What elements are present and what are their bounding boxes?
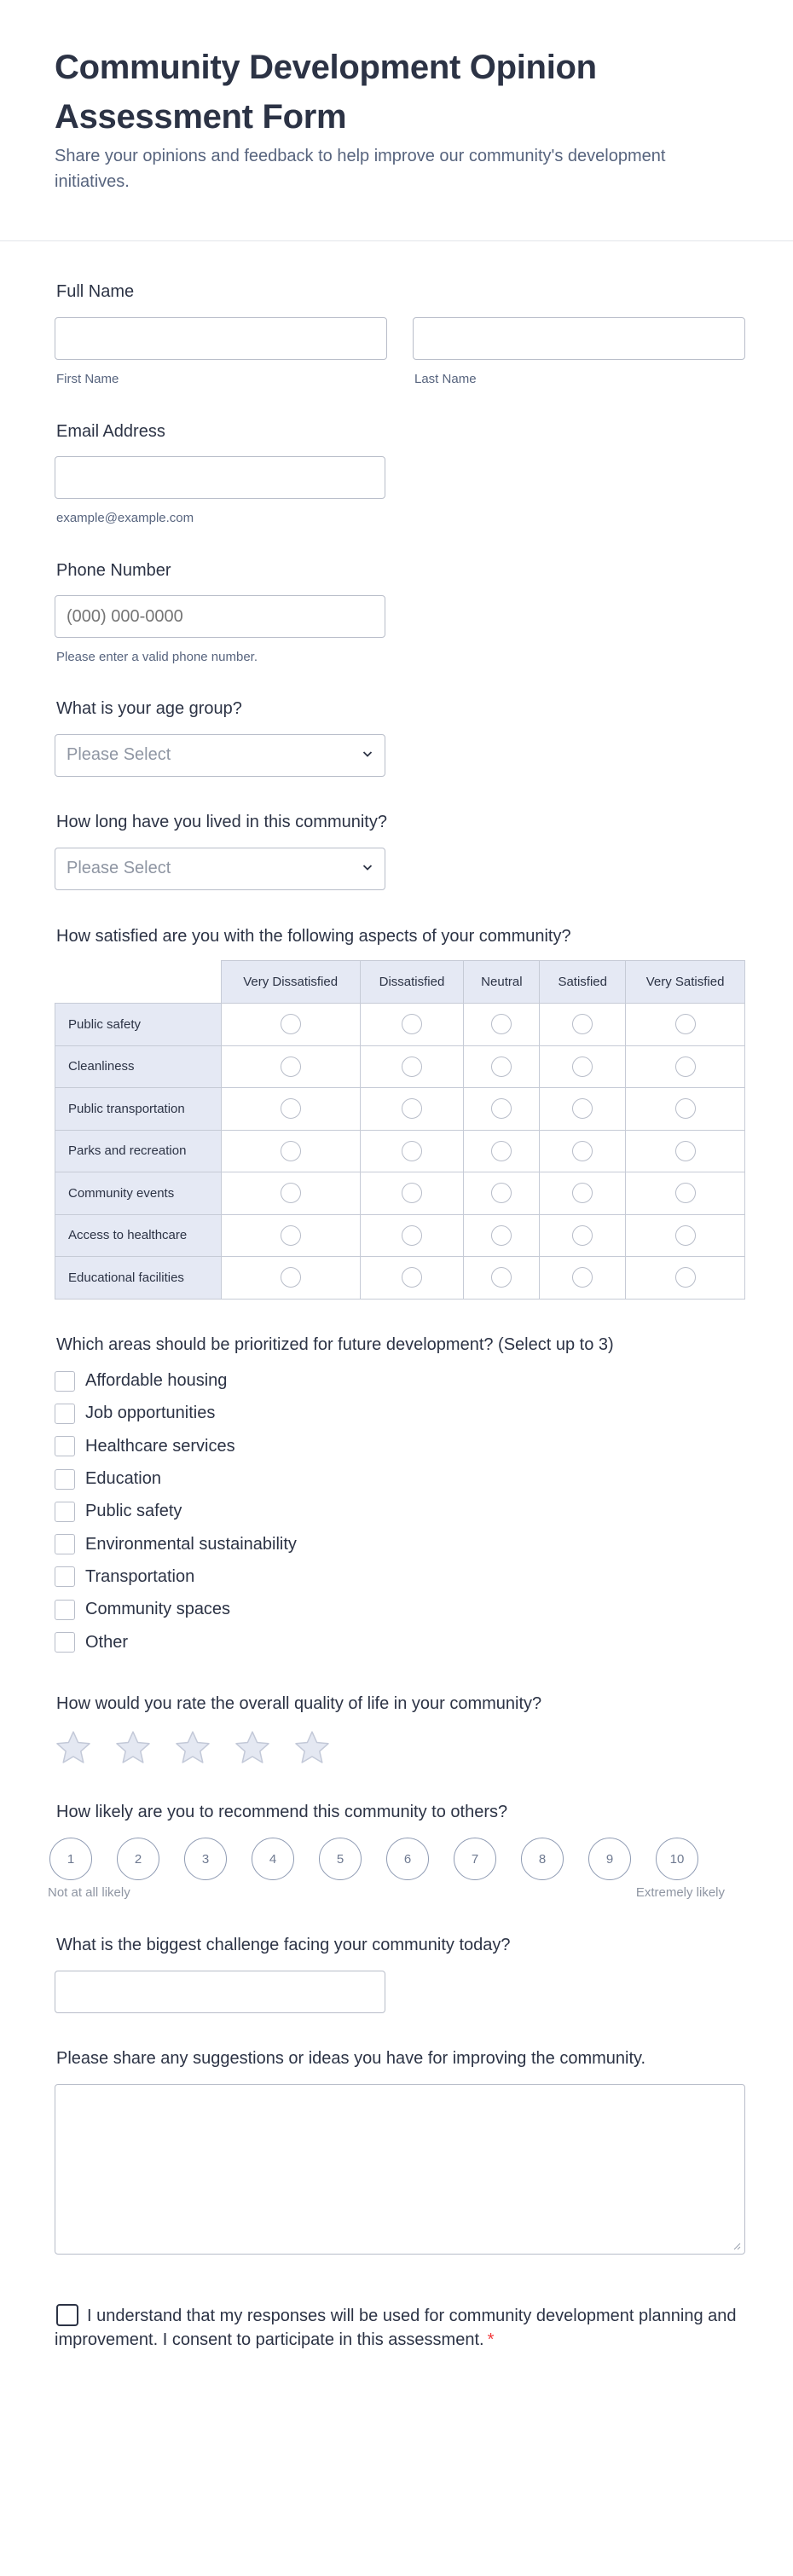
quality-rating-label: How would you rate the overall quality of life in your community? [56,1694,542,1714]
matrix-radio[interactable] [281,1267,301,1288]
checkbox[interactable] [55,1469,75,1490]
satisfaction-matrix [55,960,745,1300]
recommend-field [48,1803,738,1901]
priority-option-label: Community spaces [85,1600,231,1619]
residency-select[interactable] [55,848,385,890]
matrix-row [55,1257,745,1300]
first-name-input[interactable] [55,317,387,360]
scale-labels [48,1885,725,1900]
quality-rating-field [55,1694,738,1767]
matrix-radio[interactable] [402,1014,422,1034]
matrix-radio[interactable] [572,1225,593,1246]
email-label: Email Address [56,422,165,441]
residency-label: How long have you lived in this community? [56,813,387,831]
resize-handle-icon[interactable] [732,2242,741,2250]
matrix-row-label: Educational facilities [55,1257,222,1300]
star-icon[interactable] [55,1729,92,1767]
chevron-down-icon [362,862,373,872]
priority-option[interactable] [55,1626,738,1658]
priorities-label: Which areas should be prioritized for future development? (Select up to 3) [56,1334,614,1354]
scale-option[interactable]: 1 [49,1838,92,1880]
challenge-field [55,1936,738,2013]
age-group-label: What is your age group? [56,699,242,718]
matrix-row [55,1004,745,1046]
scale-option[interactable]: 8 [521,1838,564,1880]
checkbox[interactable] [55,1534,75,1554]
matrix-radio[interactable] [491,1267,512,1288]
full-name-field [55,282,738,386]
matrix-radio[interactable] [572,1056,593,1077]
priority-option-label: Education [85,1469,161,1489]
scale-option[interactable]: 7 [454,1838,496,1880]
residency-selected: Please Select [67,859,171,877]
form-body [0,282,793,2352]
email-field [55,422,738,525]
matrix-radio[interactable] [491,1141,512,1161]
matrix-radio[interactable] [491,1225,512,1246]
matrix-radio[interactable] [675,1141,696,1161]
priority-option[interactable] [55,1398,738,1430]
priorities-options [55,1365,738,1659]
matrix-radio[interactable] [402,1267,422,1288]
scale-option[interactable]: 6 [386,1838,429,1880]
checkbox[interactable] [55,1600,75,1620]
phone-field [55,561,738,664]
checkbox[interactable] [55,1371,75,1392]
matrix-row-label: Cleanliness [55,1045,222,1088]
full-name-label: Full Name [56,282,135,301]
suggestions-label: Please share any suggestions or ideas you have for improving the community. [56,2049,646,2069]
satisfaction-field [55,927,738,1300]
age-group-select[interactable] [55,734,385,777]
matrix-radio[interactable] [572,1267,593,1288]
matrix-radio[interactable] [491,1056,512,1077]
matrix-row [55,1045,745,1088]
priority-option-label: Public safety [85,1502,182,1521]
priority-option[interactable] [55,1496,738,1528]
matrix-radio[interactable] [491,1098,512,1119]
matrix-radio[interactable] [675,1098,696,1119]
matrix-row [55,1130,745,1172]
recommend-scale [49,1838,738,1880]
matrix-radio[interactable] [491,1183,512,1203]
matrix-radio[interactable] [675,1056,696,1077]
star-icon[interactable] [114,1729,152,1767]
matrix-radio[interactable] [402,1183,422,1203]
matrix-radio[interactable] [402,1141,422,1161]
star-icon[interactable] [234,1729,271,1767]
priorities-field [55,1335,738,1659]
priority-option[interactable] [55,1528,738,1560]
matrix-radio[interactable] [572,1183,593,1203]
scale-option[interactable]: 3 [184,1838,227,1880]
matrix-radio[interactable] [572,1014,593,1034]
scale-low-label: Not at all likely [48,1885,130,1901]
phone-label: Phone Number [56,561,171,580]
last-name-input[interactable] [413,317,745,360]
chevron-down-icon [362,749,373,759]
scale-option[interactable]: 9 [588,1838,631,1880]
matrix-row-label: Community events [55,1172,222,1215]
priority-option-label: Other [85,1632,129,1652]
checkbox[interactable] [55,1404,75,1424]
satisfaction-label: How satisfied are you with the following aspects of your community? [56,927,571,946]
email-sublabel: example@example.com [56,511,194,525]
priority-option[interactable] [55,1560,738,1593]
required-mark: * [487,2330,495,2350]
star-icon[interactable] [293,1729,331,1767]
matrix-radio[interactable] [281,1183,301,1203]
suggestions-textarea[interactable] [55,2084,745,2255]
form-header [0,0,793,241]
matrix-radio[interactable] [491,1014,512,1034]
checkbox[interactable] [55,1566,75,1587]
consent-checkbox[interactable] [56,2304,78,2326]
priority-option-label: Healthcare services [85,1436,235,1456]
email-input[interactable] [55,456,385,499]
matrix-radio[interactable] [281,1225,301,1246]
scale-option[interactable]: 5 [319,1838,362,1880]
priority-option[interactable] [55,1365,738,1398]
matrix-col-header: Very Satisfied [626,961,745,1004]
matrix-radio[interactable] [402,1098,422,1119]
matrix-radio[interactable] [402,1225,422,1246]
matrix-col-header: Dissatisfied [360,961,464,1004]
star-rating [55,1729,738,1767]
priority-option-label: Affordable housing [85,1371,228,1391]
matrix-row-label: Public transportation [55,1088,222,1131]
matrix-row-label: Access to healthcare [55,1214,222,1257]
first-name-sublabel: First Name [56,372,119,386]
matrix-radio[interactable] [402,1056,422,1077]
priority-option[interactable] [55,1594,738,1626]
phone-sublabel: Please enter a valid phone number. [56,650,258,664]
checkbox[interactable] [55,1632,75,1653]
scale-high-label: Extremely likely [635,1885,725,1901]
matrix-col-header: Very Dissatisfied [221,961,360,1004]
matrix-radio[interactable] [281,1141,301,1161]
priority-option-label: Job opportunities [85,1404,216,1423]
age-group-field [55,699,738,777]
challenge-label: What is the biggest challenge facing your community today? [56,1936,511,1955]
matrix-header-row [55,961,745,1004]
priority-option[interactable] [55,1430,738,1462]
phone-input[interactable] [55,595,385,638]
checkbox[interactable] [55,1502,75,1522]
matrix-row-label: Parks and recreation [55,1130,222,1172]
priority-option-label: Environmental sustainability [85,1534,297,1554]
checkbox[interactable] [55,1436,75,1456]
matrix-radio[interactable] [675,1225,696,1246]
consent-field [55,2304,738,2352]
consent-text: I understand that my responses will be used for community development planning and improvement. I consent to participate in this assessment. [55,2307,737,2350]
matrix-radio[interactable] [572,1098,593,1119]
matrix-radio[interactable] [675,1014,696,1034]
matrix-col-header: Satisfied [540,961,626,1004]
matrix-corner [55,961,222,1004]
scale-option[interactable]: 10 [656,1838,698,1880]
recommend-label: How likely are you to recommend this community to others? [56,1803,508,1822]
matrix-row [55,1172,745,1215]
scale-option[interactable]: 2 [117,1838,159,1880]
matrix-radio[interactable] [572,1141,593,1161]
challenge-input[interactable] [55,1971,385,2013]
priority-option[interactable] [55,1462,738,1495]
matrix-radio[interactable] [281,1098,301,1119]
matrix-col-header: Neutral [464,961,540,1004]
priority-option-label: Transportation [85,1566,195,1586]
matrix-row-label: Public safety [55,1004,222,1046]
matrix-radio[interactable] [281,1014,301,1034]
form-title: Community Development Opinion Assessment Form [55,49,597,136]
matrix-row [55,1088,745,1131]
matrix-radio[interactable] [675,1267,696,1288]
matrix-row [55,1214,745,1257]
age-group-selected: Please Select [67,745,171,764]
matrix-radio[interactable] [281,1056,301,1077]
matrix-radio[interactable] [675,1183,696,1203]
suggestions-field [55,2049,738,2255]
last-name-sublabel: Last Name [414,372,477,386]
residency-field [55,813,738,890]
scale-option[interactable]: 4 [252,1838,294,1880]
form-subtitle: Share your opinions and feedback to help improve our community's development initiatives. [55,147,666,191]
star-icon[interactable] [174,1729,211,1767]
